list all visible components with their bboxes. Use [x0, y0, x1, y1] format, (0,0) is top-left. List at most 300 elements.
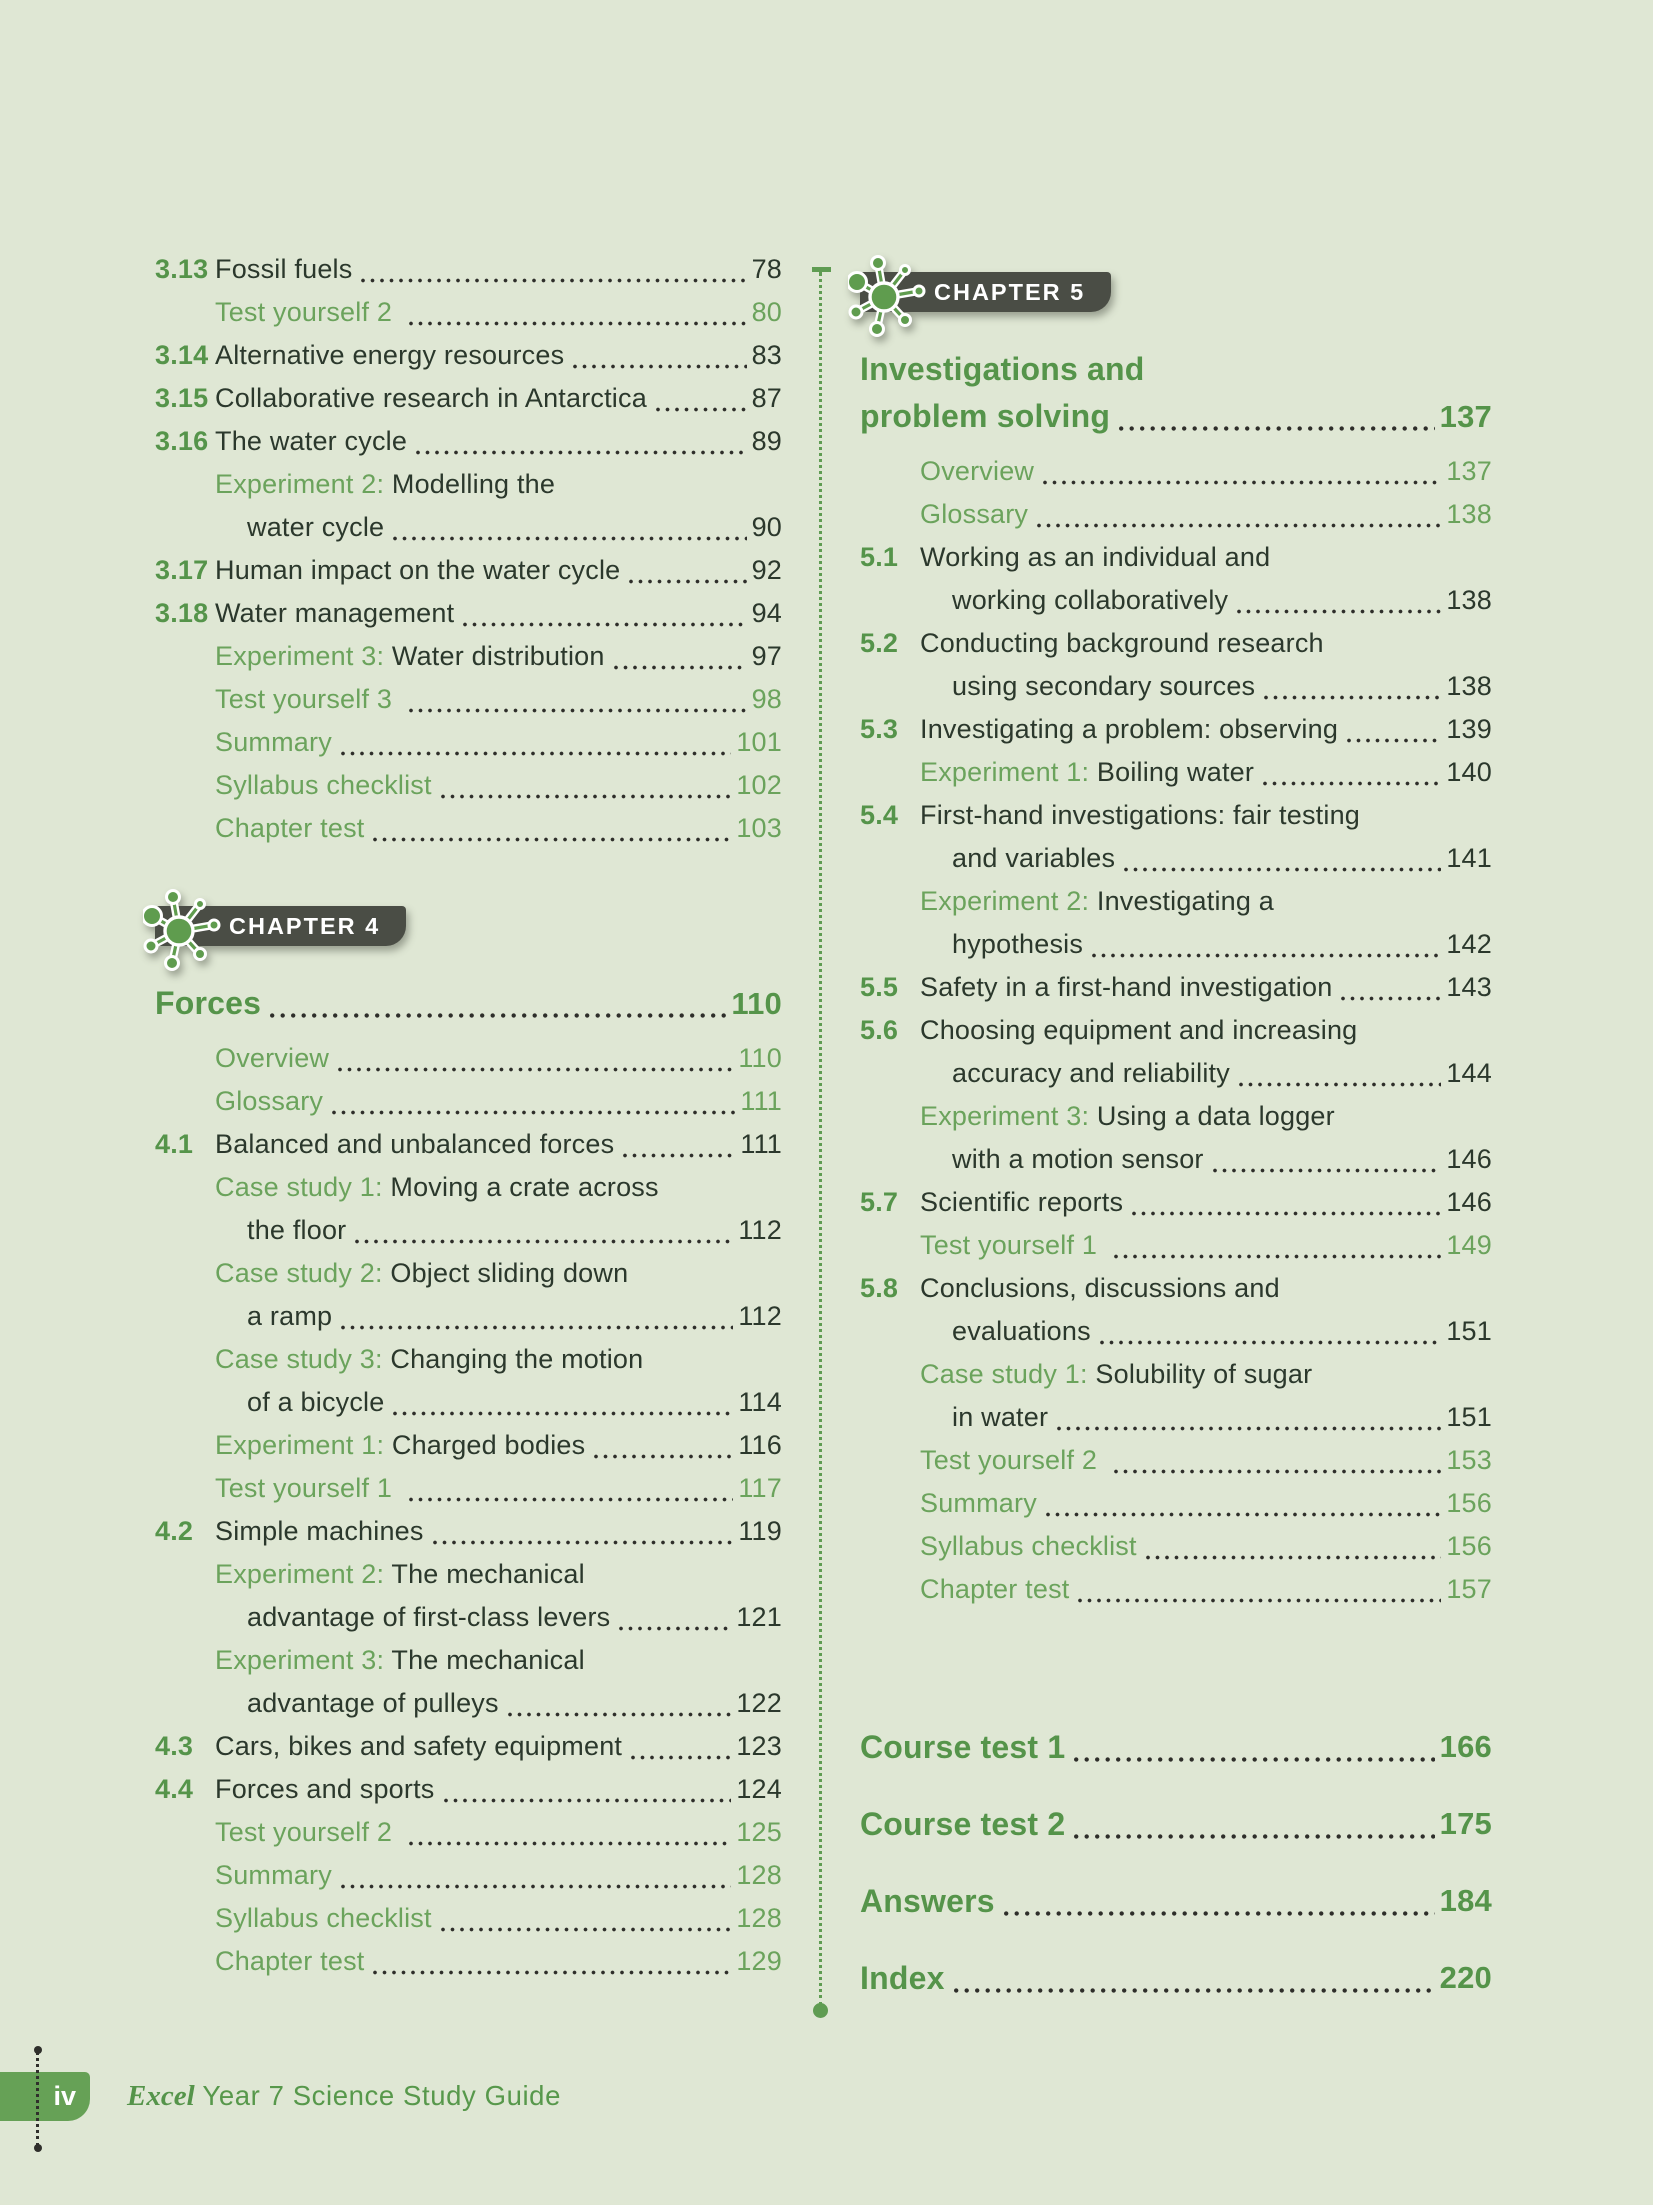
section-number: [155, 678, 215, 721]
toc-entry: [155, 678, 782, 721]
page-number-ref: 137: [1446, 456, 1492, 486]
entry-body: [215, 334, 782, 377]
entry-label: Cars, bikes and safety equipment: [215, 1731, 623, 1761]
chapter-badge-row: [155, 906, 406, 946]
page-number-ref: 138: [1446, 671, 1492, 701]
chapter-header: [155, 906, 782, 1027]
book-brand: Excel: [127, 2080, 195, 2112]
entry-line: [215, 1897, 782, 1940]
entry-line: [215, 1725, 782, 1768]
entry-label-green: Experiment 2:: [215, 1559, 392, 1589]
dotted-leader: [433, 1540, 734, 1545]
entry-line: [920, 1568, 1492, 1611]
entry-label-green: Experiment 3:: [920, 1101, 1097, 1131]
entry-text: [215, 1080, 323, 1123]
dotted-leader: [1239, 1082, 1441, 1087]
entry-text: [215, 1037, 329, 1080]
page-number-ref: 112: [738, 1215, 782, 1245]
section-number: [860, 1095, 920, 1181]
entry-body: [215, 248, 782, 291]
toc-entry: [860, 1525, 1492, 1568]
dotted-leader: [954, 1988, 1435, 1993]
section-number: [860, 751, 920, 794]
entry-body: [920, 1095, 1492, 1181]
page-number-ref: 156: [1446, 1531, 1492, 1561]
toc-entry: [155, 1166, 782, 1252]
entry-text: [920, 1009, 1357, 1052]
entry-text: [215, 1768, 435, 1811]
entry-wrap-text: and variables: [952, 843, 1116, 873]
entry-label-green: Test yourself 2: [215, 297, 400, 327]
entry-line-wrap: [920, 1138, 1492, 1181]
toc-entry: [860, 1267, 1492, 1353]
section-number: 5.3: [860, 714, 899, 744]
entry-line: [215, 549, 782, 592]
section-number: [155, 1897, 215, 1940]
toc-entry: [155, 291, 782, 334]
entry-line: [920, 1353, 1492, 1396]
entry-line: [215, 1252, 782, 1295]
dotted-leader: [341, 751, 731, 756]
chapter-title-line: [860, 393, 1492, 440]
toc-entry: [155, 1811, 782, 1854]
entry-label: Water management: [215, 598, 455, 628]
section-number: [860, 450, 920, 493]
toc-entry: [155, 1553, 782, 1639]
toc-entry: [155, 1854, 782, 1897]
section-number: 5.8: [860, 1273, 899, 1303]
section-number: [155, 1854, 215, 1897]
entry-line: [215, 764, 782, 807]
dotted-leader: [1004, 1911, 1435, 1916]
entry-text: [215, 334, 564, 377]
entry-line-wrap: [920, 1396, 1492, 1439]
entry-text: [920, 794, 1360, 837]
entry-line: [215, 1123, 782, 1166]
dotted-leader: [409, 321, 747, 326]
entry-wrap-text: with a motion sensor: [952, 1144, 1204, 1174]
page-number-ref: 142: [1446, 929, 1492, 959]
entry-line-wrap: [215, 1209, 782, 1252]
section-number: [860, 1353, 920, 1439]
toc-entry: [155, 1123, 782, 1166]
entry-label-green: Experiment 1:: [215, 1430, 392, 1460]
page-number-ref: 138: [1446, 499, 1492, 529]
entry-line-wrap: [920, 923, 1492, 966]
page-number-ref: 137: [1439, 399, 1492, 434]
dotted-leader: [1341, 996, 1441, 1001]
entry-text: [215, 678, 400, 721]
page-number-ref: 103: [736, 813, 782, 843]
entry-line: [215, 678, 782, 721]
entry-line-wrap: [920, 1052, 1492, 1095]
entry-line-wrap: [215, 1596, 782, 1639]
entry-line: [215, 1037, 782, 1080]
entry-body: [215, 377, 782, 420]
entry-label: Conclusions, discussions and: [920, 1273, 1280, 1303]
entry-line-wrap: [215, 506, 782, 549]
entry-label: Solubility of sugar: [1095, 1359, 1313, 1389]
entry-wrap-text: the floor: [247, 1215, 347, 1245]
page-number-ref: 89: [751, 426, 782, 456]
dotted-leader: [1213, 1168, 1442, 1173]
dotted-leader: [441, 1927, 732, 1932]
toc-entry: [860, 1224, 1492, 1267]
dotted-leader: [1263, 781, 1441, 786]
entry-line-wrap: [920, 1310, 1492, 1353]
page-number-ref: 92: [751, 555, 782, 585]
entry-body: [920, 1181, 1492, 1224]
section-number: [155, 1467, 215, 1510]
entry-line: [920, 751, 1492, 794]
toc-entry: [860, 708, 1492, 751]
entry-line: [920, 536, 1492, 579]
entry-text: [920, 1267, 1280, 1310]
section-number: 4.3: [155, 1731, 194, 1761]
entry-text: [215, 1510, 424, 1553]
entry-body: [215, 1080, 782, 1123]
toc-entry: [155, 1510, 782, 1553]
entry-label: Moving a crate across: [390, 1172, 659, 1202]
toc-entry: [860, 1482, 1492, 1525]
toc-entry: [155, 1037, 782, 1080]
section-number: 3.13: [155, 254, 209, 284]
entry-body: [920, 1482, 1492, 1525]
entry-label: Charged bodies: [391, 1430, 586, 1460]
back-matter-label: Course test 2: [860, 1806, 1066, 1842]
entry-line: [215, 807, 782, 850]
entry-line: [215, 1467, 782, 1510]
chapter-title-text: Investigations and: [860, 351, 1145, 387]
molecule-icon: [848, 255, 928, 339]
entry-line: [920, 1267, 1492, 1310]
entry-text: [215, 463, 555, 506]
entry-body: [920, 493, 1492, 536]
entry-line: [215, 334, 782, 377]
entry-label-green: Syllabus checklist: [215, 1903, 432, 1933]
page-number-ref: 175: [1439, 1806, 1492, 1841]
entry-text: [215, 1123, 614, 1166]
back-matter-entry: [860, 1723, 1492, 1771]
entry-text: [920, 1224, 1105, 1267]
section-number: 3.18: [155, 598, 209, 628]
page-number-ref: 139: [1446, 714, 1492, 744]
dotted-leader: [393, 1411, 733, 1416]
page-number-ref: 144: [1446, 1058, 1492, 1088]
entry-line: [920, 1525, 1492, 1568]
section-number: [860, 493, 920, 536]
page-number-ref: 119: [738, 1516, 782, 1546]
entry-label: Water distribution: [391, 641, 605, 671]
dotted-leader: [573, 364, 746, 369]
section-number: 5.1: [860, 542, 899, 572]
entry-label-green: Summary: [215, 1860, 332, 1890]
chapter-badge: CHAPTER 5: [860, 272, 1111, 312]
entry-text: [215, 377, 647, 420]
entry-label: Choosing equipment and increasing: [920, 1015, 1358, 1045]
toc-entry: [155, 420, 782, 463]
section-number: [155, 1424, 215, 1467]
entry-label: Fossil fuels: [215, 254, 353, 284]
entry-label: The mechanical: [391, 1559, 585, 1589]
toc-entry: [860, 1181, 1492, 1224]
toc-entry: [860, 966, 1492, 1009]
dotted-leader: [1237, 609, 1441, 614]
entry-label: Scientific reports: [920, 1187, 1124, 1217]
section-number: 5.5: [860, 972, 899, 1002]
section-number: 5.6: [860, 1015, 899, 1045]
back-matter-label: Index: [860, 1960, 945, 1996]
section-number: [155, 1252, 215, 1338]
entry-line: [215, 1768, 782, 1811]
entry-text: [215, 1424, 585, 1467]
section-number: 4.4: [155, 1774, 194, 1804]
entry-label-green: Case study 3:: [215, 1344, 391, 1374]
toc-entry: [155, 549, 782, 592]
chapter-title-text: problem solving: [860, 398, 1111, 434]
entry-label-green: Case study 1:: [920, 1359, 1096, 1389]
entry-text: [920, 450, 1034, 493]
dotted-leader: [1043, 480, 1441, 485]
entry-body: [920, 450, 1492, 493]
dotted-leader: [614, 665, 747, 670]
entry-line: [215, 1854, 782, 1897]
toc-entry: [155, 1897, 782, 1940]
entry-label-green: Case study 1:: [215, 1172, 391, 1202]
entry-label: Balanced and unbalanced forces: [215, 1129, 615, 1159]
entry-label-green: Syllabus checklist: [920, 1531, 1137, 1561]
section-number: [155, 1080, 215, 1123]
page-number-ref: 125: [736, 1817, 782, 1847]
page-number-ref: 110: [738, 1043, 782, 1073]
entry-text: [920, 708, 1338, 751]
section-number: [155, 1553, 215, 1639]
page-number-ref: 117: [738, 1473, 782, 1503]
entry-label-green: Experiment 2:: [920, 886, 1097, 916]
section-number: [155, 635, 215, 678]
entry-label-green: Glossary: [920, 499, 1029, 529]
entry-line-wrap: [215, 1682, 782, 1725]
book-title-rest: Year 7 Science Study Guide: [194, 2080, 561, 2111]
section-number: [860, 1439, 920, 1482]
entry-line-wrap: [920, 837, 1492, 880]
entry-body: [215, 807, 782, 850]
entry-label: Changing the motion: [390, 1344, 644, 1374]
entry-line: [215, 420, 782, 463]
page-number-ref: 111: [740, 1129, 782, 1159]
page-number-ref: 166: [1439, 1729, 1492, 1764]
dotted-leader: [444, 1798, 732, 1803]
entry-text: [215, 1338, 643, 1381]
toc-entry: [155, 764, 782, 807]
entry-text: [920, 1095, 1335, 1138]
page-number-ref: 98: [751, 684, 782, 714]
entry-body: [215, 764, 782, 807]
entry-label: Boiling water: [1096, 757, 1255, 787]
entry-text: [215, 1940, 364, 1983]
entry-label-green: Overview: [920, 456, 1035, 486]
entry-label: The mechanical: [391, 1645, 585, 1675]
section-number: 4.2: [155, 1516, 194, 1546]
entry-wrap-text: advantage of first-class levers: [247, 1602, 611, 1632]
entry-text: [920, 622, 1324, 665]
entry-line: [215, 592, 782, 635]
entry-wrap-text: evaluations: [952, 1316, 1091, 1346]
entry-label: Forces and sports: [215, 1774, 435, 1804]
entry-body: [215, 1338, 782, 1424]
page-number-ref: 110: [731, 986, 782, 1021]
toc-entry: [155, 1424, 782, 1467]
section-number: [860, 1224, 920, 1267]
toc-entry: [860, 622, 1492, 708]
entry-body: [920, 751, 1492, 794]
chapter-header: [860, 272, 1492, 440]
entry-text: [215, 721, 332, 764]
page-number-ref: 128: [736, 1860, 782, 1890]
dotted-leader: [1057, 1426, 1441, 1431]
page-number-ref: 146: [1446, 1144, 1492, 1174]
entry-text: [920, 1568, 1069, 1611]
entry-label: Alternative energy resources: [215, 340, 565, 370]
dotted-leader: [1074, 1834, 1434, 1839]
entry-label-green: Experiment 3:: [215, 1645, 392, 1675]
dotted-leader: [629, 579, 746, 584]
dotted-leader: [355, 1239, 733, 1244]
section-number: 3.14: [155, 340, 209, 370]
dotted-leader: [1114, 1254, 1442, 1259]
entry-line: [920, 966, 1492, 1009]
page-number-ref: 140: [1446, 757, 1492, 787]
entry-text: [215, 1467, 400, 1510]
entry-line: [920, 1095, 1492, 1138]
entry-body: [920, 1439, 1492, 1482]
entry-line: [920, 880, 1492, 923]
dotted-leader: [1078, 1598, 1441, 1603]
entry-line: [920, 1181, 1492, 1224]
page-number-ref: 121: [736, 1602, 782, 1632]
entry-text: [920, 536, 1270, 579]
entry-line: [920, 1482, 1492, 1525]
back-matter-entry: [860, 1800, 1492, 1848]
entry-line: [215, 1510, 782, 1553]
entry-line: [920, 450, 1492, 493]
entry-body: [920, 1525, 1492, 1568]
chapter-title-line: [860, 346, 1492, 393]
entry-text: [215, 1897, 432, 1940]
entry-body: [215, 1424, 782, 1467]
chapter-title-text: Forces: [155, 985, 262, 1021]
section-number: [860, 880, 920, 966]
entry-text: [215, 807, 364, 850]
entry-label: Human impact on the water cycle: [215, 555, 621, 585]
entry-body: [215, 1166, 782, 1252]
dotted-leader: [1119, 426, 1435, 431]
entry-line: [920, 794, 1492, 837]
section-number: [155, 1338, 215, 1424]
dotted-leader: [1264, 695, 1441, 700]
page-number-ref: 114: [738, 1387, 782, 1417]
entry-line: [215, 1080, 782, 1123]
page-number-ref: 90: [751, 512, 782, 542]
entry-wrap-text: of a bicycle: [247, 1387, 385, 1417]
entry-line-wrap: [920, 579, 1492, 622]
entry-line: [215, 1639, 782, 1682]
entry-body: [215, 1725, 782, 1768]
entry-label: Modelling the: [391, 469, 556, 499]
column-divider: [819, 272, 822, 2006]
entry-line: [215, 291, 782, 334]
entry-body: [215, 549, 782, 592]
section-number: 3.15: [155, 383, 209, 413]
entry-label-green: Experiment 2:: [215, 469, 392, 499]
entry-label: Working as an individual and: [920, 542, 1271, 572]
entry-label-green: Overview: [215, 1043, 330, 1073]
entry-label: Investigating a: [1096, 886, 1275, 916]
dotted-leader: [393, 536, 746, 541]
back-matter-links: [860, 1723, 1492, 2002]
page-number-ref: 151: [1446, 1316, 1492, 1346]
section-number: 3.16: [155, 426, 209, 456]
footer-dotted-rule: [36, 2051, 39, 2147]
entry-body: [215, 1467, 782, 1510]
dotted-leader: [1146, 1555, 1442, 1560]
toc-entry: [155, 807, 782, 850]
toc-entry: [860, 1439, 1492, 1482]
entry-text: [920, 751, 1254, 794]
toc-entry: [155, 1768, 782, 1811]
entry-label: Object sliding down: [390, 1258, 629, 1288]
entry-label-green: Test yourself 3: [215, 684, 400, 714]
toc-entry: [860, 1568, 1492, 1611]
dotted-leader: [416, 450, 746, 455]
entry-text: [920, 1181, 1123, 1224]
entry-body: [215, 1123, 782, 1166]
toc-entry: [155, 1467, 782, 1510]
entry-body: [215, 420, 782, 463]
toc-entry: [860, 536, 1492, 622]
section-number: [155, 764, 215, 807]
entry-text: [920, 493, 1028, 536]
section-number: 5.7: [860, 1187, 899, 1217]
dotted-leader: [1132, 1211, 1441, 1216]
page-number-ref: 87: [751, 383, 782, 413]
entry-line-wrap: [215, 1295, 782, 1338]
dotted-leader: [656, 407, 747, 412]
entry-wrap-text: advantage of pulleys: [247, 1688, 499, 1718]
entry-body: [920, 536, 1492, 622]
entry-wrap-text: in water: [952, 1402, 1049, 1432]
entry-body: [920, 622, 1492, 708]
dotted-leader: [338, 1067, 733, 1072]
entry-body: [920, 794, 1492, 880]
entry-line: [920, 622, 1492, 665]
entry-wrap-text: accuracy and reliability: [952, 1058, 1230, 1088]
entry-line: [920, 493, 1492, 536]
back-matter-entry: [860, 1877, 1492, 1925]
page-number: iv: [53, 2081, 76, 2111]
entry-body: [215, 1510, 782, 1553]
entry-label-green: Summary: [920, 1488, 1037, 1518]
entry-label-green: Glossary: [215, 1086, 324, 1116]
toc-entry: [155, 377, 782, 420]
entry-text: [215, 248, 352, 291]
chapter-title-line: [155, 980, 782, 1027]
page-number-ref: 157: [1446, 1574, 1492, 1604]
entry-line: [215, 1553, 782, 1596]
dotted-leader: [594, 1454, 733, 1459]
toc-entry: [860, 1095, 1492, 1181]
section-number: [155, 291, 215, 334]
